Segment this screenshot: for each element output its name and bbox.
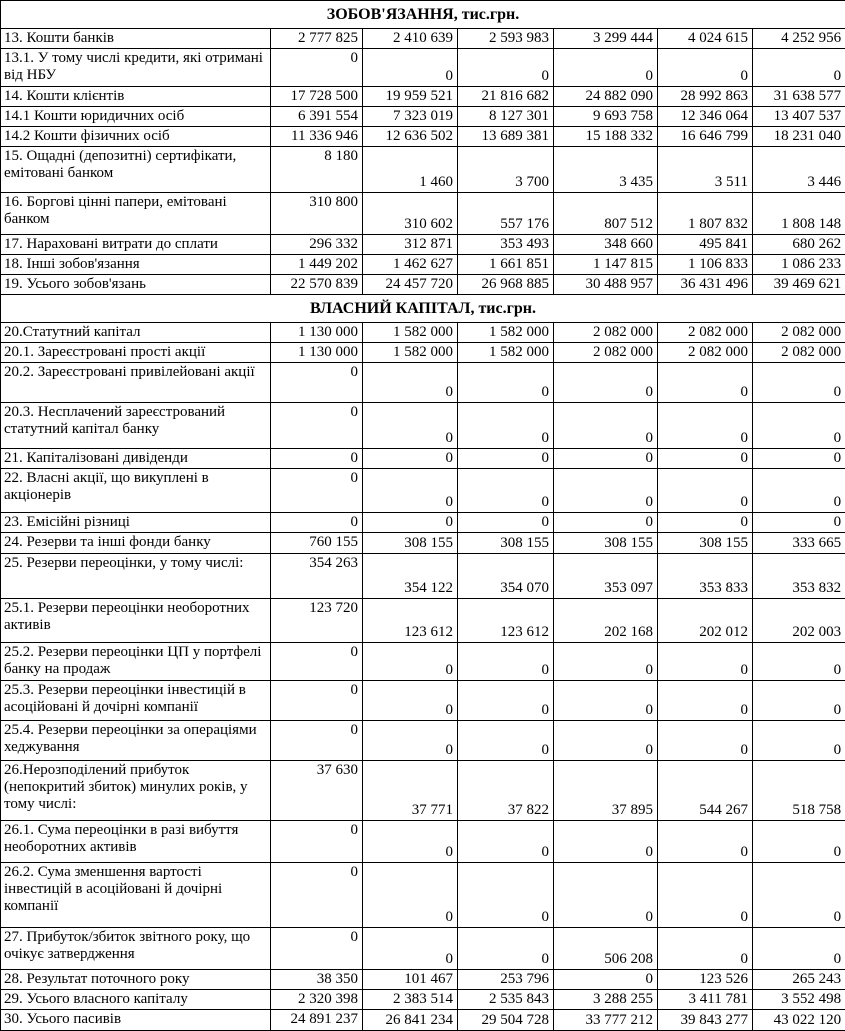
value-cell: 1 462 627: [363, 255, 458, 275]
value-cell: 0: [658, 821, 753, 863]
value-cell: 0: [458, 403, 554, 449]
value-cell: 6 391 554: [271, 107, 363, 127]
value-cell: 7 323 019: [363, 107, 458, 127]
value-cell: 0: [271, 403, 363, 449]
value-cell: 0: [458, 513, 554, 533]
value-cell: 123 526: [658, 970, 753, 990]
value-cell: 0: [363, 403, 458, 449]
value-cell: 0: [753, 469, 845, 513]
value-cell: 0: [554, 721, 658, 761]
row-label: 23. Емісійні різниці: [1, 513, 271, 533]
table-row: [1, 235, 845, 255]
value-cell: 24 891 237: [271, 1010, 363, 1031]
value-cell: 1 582 000: [458, 343, 554, 363]
table-row: [1, 275, 845, 295]
value-cell: 0: [271, 643, 363, 681]
row-label: 21. Капіталізовані дивіденди: [1, 449, 271, 469]
value-cell: 1 130 000: [271, 343, 363, 363]
value-cell: 202 012: [658, 599, 753, 643]
value-cell: 38 350: [271, 970, 363, 990]
value-cell: 1 808 148: [753, 193, 845, 235]
table-row: [1, 403, 845, 449]
value-cell: 0: [458, 363, 554, 403]
value-cell: 12 636 502: [363, 127, 458, 147]
value-cell: 37 771: [363, 761, 458, 821]
value-cell: 495 841: [658, 235, 753, 255]
value-cell: 1 106 833: [658, 255, 753, 275]
value-cell: 308 155: [458, 533, 554, 554]
value-cell: 21 816 682: [458, 87, 554, 107]
row-label: 13.1. У тому числі кредити, які отримані від НБУ: [1, 49, 271, 87]
value-cell: 544 267: [658, 761, 753, 821]
value-cell: 353 097: [554, 554, 658, 599]
value-cell: 3 552 498: [753, 990, 845, 1010]
value-cell: 101 467: [363, 970, 458, 990]
value-cell: 0: [753, 513, 845, 533]
row-label: 25. Резерви переоцінки, у тому числі:: [1, 554, 271, 599]
value-cell: 2 777 825: [271, 29, 363, 49]
value-cell: 3 411 781: [658, 990, 753, 1010]
value-cell: 2 410 639: [363, 29, 458, 49]
table-row: [1, 107, 845, 127]
table-row: [1, 147, 845, 193]
value-cell: 2 082 000: [554, 323, 658, 343]
value-cell: 0: [363, 928, 458, 970]
value-cell: 0: [271, 49, 363, 87]
row-label: 26.1. Сума переоцінки в разі вибуття необоротних активів: [1, 821, 271, 863]
row-label: 25.3. Резерви переоцінки інвестицій в асоційовані й дочірні компанії: [1, 681, 271, 721]
row-label: 29. Усього власного капіталу: [1, 990, 271, 1010]
table-row: [1, 363, 845, 403]
table-row: [1, 533, 845, 554]
value-cell: 0: [458, 469, 554, 513]
table-row: [1, 255, 845, 275]
value-cell: 2 593 983: [458, 29, 554, 49]
value-cell: 1 582 000: [363, 323, 458, 343]
value-cell: 354 070: [458, 554, 554, 599]
row-label: 19. Усього зобов'язань: [1, 275, 271, 295]
row-label: 25.2. Резерви переоцінки ЦП у портфелі банку на продаж: [1, 643, 271, 681]
value-cell: 33 777 212: [554, 1010, 658, 1031]
value-cell: 0: [554, 363, 658, 403]
value-cell: 0: [753, 821, 845, 863]
value-cell: 0: [658, 863, 753, 928]
value-cell: 0: [363, 49, 458, 87]
row-label: 14.1 Кошти юридичних осіб: [1, 107, 271, 127]
value-cell: 202 168: [554, 599, 658, 643]
value-cell: 1 460: [363, 147, 458, 193]
row-label: 24. Резерви та інші фонди банку: [1, 533, 271, 554]
value-cell: 0: [458, 721, 554, 761]
value-cell: 0: [363, 469, 458, 513]
table-row: [1, 863, 845, 928]
value-cell: 36 431 496: [658, 275, 753, 295]
value-cell: 0: [658, 49, 753, 87]
row-label: 26.Нерозподілений прибуток (непокритий збиток) минулих років, у тому числі:: [1, 761, 271, 821]
table-row: [1, 127, 845, 147]
value-cell: 0: [271, 449, 363, 469]
section-title: ЗОБОВ'ЯЗАННЯ, тис.грн.: [1, 1, 845, 29]
value-cell: 760 155: [271, 533, 363, 554]
table-row: [1, 469, 845, 513]
table-row: [1, 643, 845, 681]
value-cell: 0: [658, 721, 753, 761]
table-row: [1, 821, 845, 863]
value-cell: 0: [658, 449, 753, 469]
value-cell: 13 689 381: [458, 127, 554, 147]
value-cell: 0: [363, 863, 458, 928]
value-cell: 29 504 728: [458, 1010, 554, 1031]
value-cell: 354 122: [363, 554, 458, 599]
balance-sheet-body: [1, 1, 845, 1031]
value-cell: 353 493: [458, 235, 554, 255]
value-cell: 0: [363, 513, 458, 533]
value-cell: 2 535 843: [458, 990, 554, 1010]
value-cell: 0: [554, 449, 658, 469]
value-cell: 2 082 000: [554, 343, 658, 363]
value-cell: 0: [554, 513, 658, 533]
value-cell: 0: [458, 863, 554, 928]
value-cell: 19 959 521: [363, 87, 458, 107]
value-cell: 0: [363, 643, 458, 681]
table-row: [1, 970, 845, 990]
value-cell: 30 488 957: [554, 275, 658, 295]
table-row: [1, 343, 845, 363]
value-cell: 202 003: [753, 599, 845, 643]
row-label: 14. Кошти клієнтів: [1, 87, 271, 107]
section-header-row: [1, 295, 845, 323]
value-cell: 43 022 120: [753, 1010, 845, 1031]
row-label: 26.2. Сума зменшення вартості інвестицій в асоційовані й дочірні компанії: [1, 863, 271, 928]
row-label: 27. Прибуток/збиток звітного року, що очікує затвердження: [1, 928, 271, 970]
value-cell: 11 336 946: [271, 127, 363, 147]
table-row: [1, 1010, 845, 1031]
value-cell: 0: [753, 49, 845, 87]
value-cell: 0: [753, 863, 845, 928]
row-label: 20.3. Несплачений зареєстрований статутний капітал банку: [1, 403, 271, 449]
value-cell: 253 796: [458, 970, 554, 990]
row-label: 25.4. Резерви переоцінки за операціями хеджування: [1, 721, 271, 761]
value-cell: 24 882 090: [554, 87, 658, 107]
table-row: [1, 681, 845, 721]
value-cell: 2 082 000: [658, 323, 753, 343]
value-cell: 0: [658, 469, 753, 513]
table-row: [1, 323, 845, 343]
value-cell: 0: [271, 721, 363, 761]
value-cell: 1 147 815: [554, 255, 658, 275]
value-cell: 0: [363, 363, 458, 403]
table-row: [1, 29, 845, 49]
value-cell: 0: [363, 721, 458, 761]
value-cell: 0: [271, 513, 363, 533]
table-row: [1, 49, 845, 87]
table-row: [1, 721, 845, 761]
value-cell: 3 288 255: [554, 990, 658, 1010]
value-cell: 0: [658, 681, 753, 721]
value-cell: 16 646 799: [658, 127, 753, 147]
value-cell: 0: [458, 928, 554, 970]
value-cell: 0: [458, 49, 554, 87]
row-label: 20.2. Зареєстровані привілейовані акції: [1, 363, 271, 403]
value-cell: 0: [753, 403, 845, 449]
value-cell: 39 469 621: [753, 275, 845, 295]
row-label: 15. Ощадні (депозитні) сертифікати, емітовані банком: [1, 147, 271, 193]
value-cell: 680 262: [753, 235, 845, 255]
value-cell: 15 188 332: [554, 127, 658, 147]
value-cell: 0: [363, 681, 458, 721]
value-cell: 0: [271, 821, 363, 863]
value-cell: 0: [658, 928, 753, 970]
value-cell: 4 252 956: [753, 29, 845, 49]
value-cell: 0: [271, 928, 363, 970]
row-label: 16. Боргові цінні папери, емітовані банком: [1, 193, 271, 235]
section-title: ВЛАСНИЙ КАПІТАЛ, тис.грн.: [1, 295, 845, 323]
value-cell: 0: [753, 363, 845, 403]
value-cell: 0: [658, 363, 753, 403]
value-cell: 353 833: [658, 554, 753, 599]
value-cell: 1 086 233: [753, 255, 845, 275]
value-cell: 0: [658, 403, 753, 449]
value-cell: 308 155: [363, 533, 458, 554]
value-cell: 0: [271, 681, 363, 721]
value-cell: 37 895: [554, 761, 658, 821]
value-cell: 333 665: [753, 533, 845, 554]
value-cell: 348 660: [554, 235, 658, 255]
value-cell: 0: [271, 863, 363, 928]
value-cell: 0: [554, 469, 658, 513]
value-cell: 1 661 851: [458, 255, 554, 275]
value-cell: 312 871: [363, 235, 458, 255]
value-cell: 3 446: [753, 147, 845, 193]
table-row: [1, 928, 845, 970]
value-cell: 353 832: [753, 554, 845, 599]
value-cell: 310 800: [271, 193, 363, 235]
value-cell: 1 807 832: [658, 193, 753, 235]
value-cell: 17 728 500: [271, 87, 363, 107]
value-cell: 12 346 064: [658, 107, 753, 127]
value-cell: 8 180: [271, 147, 363, 193]
value-cell: 1 130 000: [271, 323, 363, 343]
value-cell: 37 822: [458, 761, 554, 821]
value-cell: 0: [753, 643, 845, 681]
value-cell: 26 968 885: [458, 275, 554, 295]
value-cell: 0: [458, 681, 554, 721]
value-cell: 557 176: [458, 193, 554, 235]
value-cell: 31 638 577: [753, 87, 845, 107]
value-cell: 123 612: [458, 599, 554, 643]
value-cell: 0: [554, 643, 658, 681]
value-cell: 8 127 301: [458, 107, 554, 127]
row-label: 30. Усього пасивів: [1, 1010, 271, 1031]
value-cell: 0: [554, 970, 658, 990]
value-cell: 123 720: [271, 599, 363, 643]
row-label: 18. Інші зобов'язання: [1, 255, 271, 275]
table-row: [1, 599, 845, 643]
value-cell: 13 407 537: [753, 107, 845, 127]
value-cell: 28 992 863: [658, 87, 753, 107]
value-cell: 0: [458, 643, 554, 681]
value-cell: 0: [363, 449, 458, 469]
value-cell: 3 435: [554, 147, 658, 193]
row-label: 14.2 Кошти фізичних осіб: [1, 127, 271, 147]
table-row: [1, 761, 845, 821]
value-cell: 3 511: [658, 147, 753, 193]
value-cell: 0: [554, 821, 658, 863]
value-cell: 308 155: [554, 533, 658, 554]
value-cell: 2 082 000: [753, 323, 845, 343]
row-label: 17. Нараховані витрати до сплати: [1, 235, 271, 255]
row-label: 20.Статутний капітал: [1, 323, 271, 343]
value-cell: 2 383 514: [363, 990, 458, 1010]
value-cell: 22 570 839: [271, 275, 363, 295]
row-label: 13. Кошти банків: [1, 29, 271, 49]
value-cell: 2 082 000: [753, 343, 845, 363]
value-cell: 807 512: [554, 193, 658, 235]
value-cell: 0: [554, 403, 658, 449]
row-label: 25.1. Резерви переоцінки необоротних активів: [1, 599, 271, 643]
value-cell: 24 457 720: [363, 275, 458, 295]
value-cell: 3 700: [458, 147, 554, 193]
value-cell: 0: [271, 469, 363, 513]
value-cell: 0: [753, 449, 845, 469]
row-label: 22. Власні акції, що викуплені в акціонерів: [1, 469, 271, 513]
value-cell: 518 758: [753, 761, 845, 821]
value-cell: 265 243: [753, 970, 845, 990]
value-cell: 1 449 202: [271, 255, 363, 275]
value-cell: 308 155: [658, 533, 753, 554]
value-cell: 2 320 398: [271, 990, 363, 1010]
value-cell: 123 612: [363, 599, 458, 643]
value-cell: 0: [458, 821, 554, 863]
value-cell: 0: [554, 49, 658, 87]
table-row: [1, 554, 845, 599]
value-cell: 0: [458, 449, 554, 469]
value-cell: 0: [363, 821, 458, 863]
value-cell: 26 841 234: [363, 1010, 458, 1031]
value-cell: 1 582 000: [363, 343, 458, 363]
value-cell: 354 263: [271, 554, 363, 599]
value-cell: 506 208: [554, 928, 658, 970]
value-cell: 1 582 000: [458, 323, 554, 343]
value-cell: 0: [271, 363, 363, 403]
value-cell: 37 630: [271, 761, 363, 821]
table-row: [1, 449, 845, 469]
value-cell: 0: [753, 928, 845, 970]
table-row: [1, 990, 845, 1010]
table-row: [1, 87, 845, 107]
value-cell: 310 602: [363, 193, 458, 235]
value-cell: 0: [753, 681, 845, 721]
value-cell: 39 843 277: [658, 1010, 753, 1031]
value-cell: 0: [658, 643, 753, 681]
value-cell: 4 024 615: [658, 29, 753, 49]
value-cell: 0: [658, 513, 753, 533]
value-cell: 2 082 000: [658, 343, 753, 363]
value-cell: 0: [753, 721, 845, 761]
value-cell: 18 231 040: [753, 127, 845, 147]
value-cell: 3 299 444: [554, 29, 658, 49]
value-cell: 0: [554, 681, 658, 721]
row-label: 28. Результат поточного року: [1, 970, 271, 990]
section-header-row: [1, 1, 845, 29]
table-row: [1, 513, 845, 533]
value-cell: 0: [554, 863, 658, 928]
table-row: [1, 193, 845, 235]
value-cell: 296 332: [271, 235, 363, 255]
row-label: 20.1. Зареєстровані прості акції: [1, 343, 271, 363]
value-cell: 9 693 758: [554, 107, 658, 127]
